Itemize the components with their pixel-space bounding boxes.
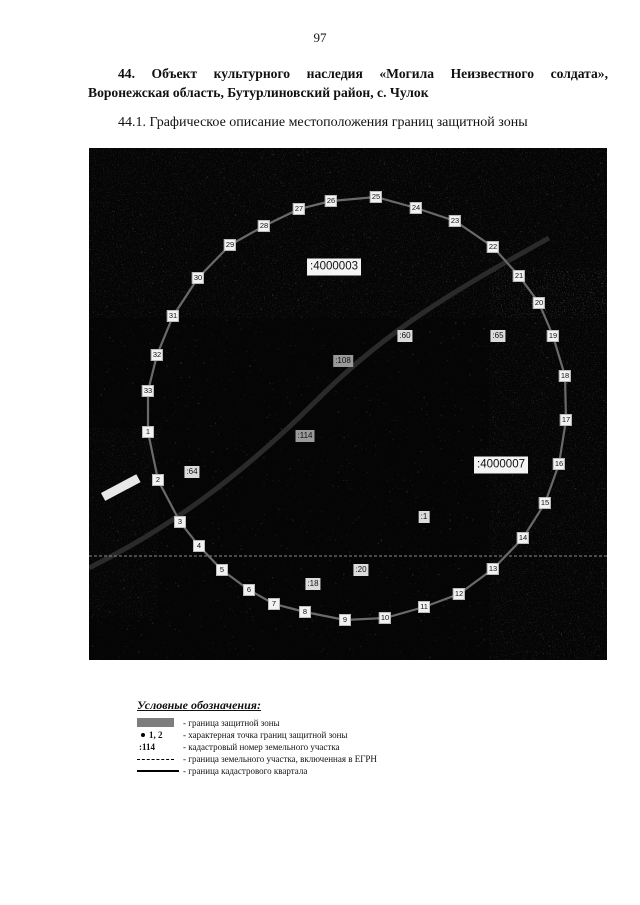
boundary-point-label: 8	[299, 606, 311, 618]
legend-item	[137, 753, 497, 765]
boundary-point-label: 15	[540, 498, 550, 507]
boundary-point-label: 7	[268, 598, 280, 610]
legend-symbol	[137, 765, 181, 777]
cadastral-number-label: :65	[492, 331, 504, 340]
boundary-point-label: 11	[418, 601, 430, 613]
map-graphics	[89, 148, 607, 660]
legend-symbol-text: :114	[139, 742, 156, 752]
boundary-point-label: 24	[411, 203, 421, 212]
boundary-point-label: 31	[168, 311, 178, 320]
legend-item-text: - характерная точка границ защитной зоны	[183, 730, 348, 740]
boundary-point-label: 25	[371, 192, 381, 201]
boundary-point-label: 32	[152, 350, 162, 359]
cadastral-number-label: :4000007	[474, 457, 528, 474]
cadastral-number-label: :18	[307, 579, 319, 588]
cadastral-number-label: :1	[420, 512, 428, 521]
cadastral-number-label: :114	[297, 431, 313, 440]
cadastral-number-label: :20	[355, 565, 367, 574]
boundary-point-label: 28	[259, 221, 269, 230]
legend-symbol	[137, 729, 181, 741]
boundary-point-label: 21	[514, 271, 524, 280]
point-dot-icon	[141, 733, 145, 737]
boundary-point-label: 19	[548, 331, 558, 340]
legend-item	[137, 741, 497, 753]
boundary-point-label: 4	[193, 540, 205, 552]
legend-item	[137, 765, 497, 777]
boundary-point-label: 29	[225, 240, 235, 249]
boundary-point-label: 17	[561, 415, 571, 424]
boundary-point-label: 22	[488, 242, 498, 251]
boundary-point-label: 2	[152, 474, 164, 486]
cadastral-number-label: :64	[186, 467, 198, 476]
cadastral-number-label: :108	[335, 356, 351, 365]
page-number: 97	[313, 30, 327, 45]
section-subheading: 44.1. Графическое описание местоположения границ защитной зоны	[118, 115, 528, 130]
boundary-point-label: 16	[554, 459, 564, 468]
map-legend	[137, 698, 497, 777]
legend-symbol	[137, 741, 181, 753]
object-heading: 44. Объект культурного наследия «Могила Неизвестного солдата», Воронежская область, Бутурлиновский район, с. Чулок	[88, 66, 608, 100]
boundary-point-label: 26	[326, 196, 336, 205]
legend-symbol	[137, 753, 181, 765]
boundary-point-label: 14	[518, 533, 528, 542]
cadastral-number-label: :60	[399, 331, 411, 340]
legend-symbol-text: 1, 2	[149, 730, 163, 740]
legend-symbol	[137, 717, 181, 729]
legend-title: Условные обозначения:	[137, 698, 261, 712]
zone-swatch-icon	[137, 718, 174, 727]
legend-item-text: - граница кадастрового квартала	[183, 766, 308, 776]
boundary-point-label: 23	[450, 216, 460, 225]
boundary-point-label: 10	[380, 613, 390, 622]
dashed-line-icon	[137, 759, 174, 760]
boundary-point-label: 1	[142, 426, 154, 438]
boundary-point-label: 6	[243, 584, 255, 596]
legend-item-text: - кадастровый номер земельного участка	[183, 742, 340, 752]
solid-line-icon	[137, 770, 179, 772]
satellite-map	[89, 148, 607, 660]
boundary-point-label: 18	[560, 371, 570, 380]
boundary-point-label: 13	[488, 564, 498, 573]
boundary-point-label: 33	[143, 386, 153, 395]
legend-item	[137, 717, 497, 729]
legend-item-text: - граница защитной зоны	[183, 718, 280, 728]
boundary-point-label: 5	[216, 564, 228, 576]
boundary-point-label: 30	[193, 273, 203, 282]
boundary-point-label: 27	[294, 204, 304, 213]
legend-item-text: - граница земельного участка, включенная в ЕГРН	[183, 754, 377, 764]
boundary-point-label: 20	[534, 298, 544, 307]
boundary-point-label: 12	[454, 589, 464, 598]
boundary-point-label: 9	[339, 614, 351, 626]
cadastral-number-label: :4000003	[307, 259, 361, 276]
legend-items	[137, 717, 497, 777]
boundary-point-label: 3	[174, 516, 186, 528]
legend-item	[137, 729, 497, 741]
